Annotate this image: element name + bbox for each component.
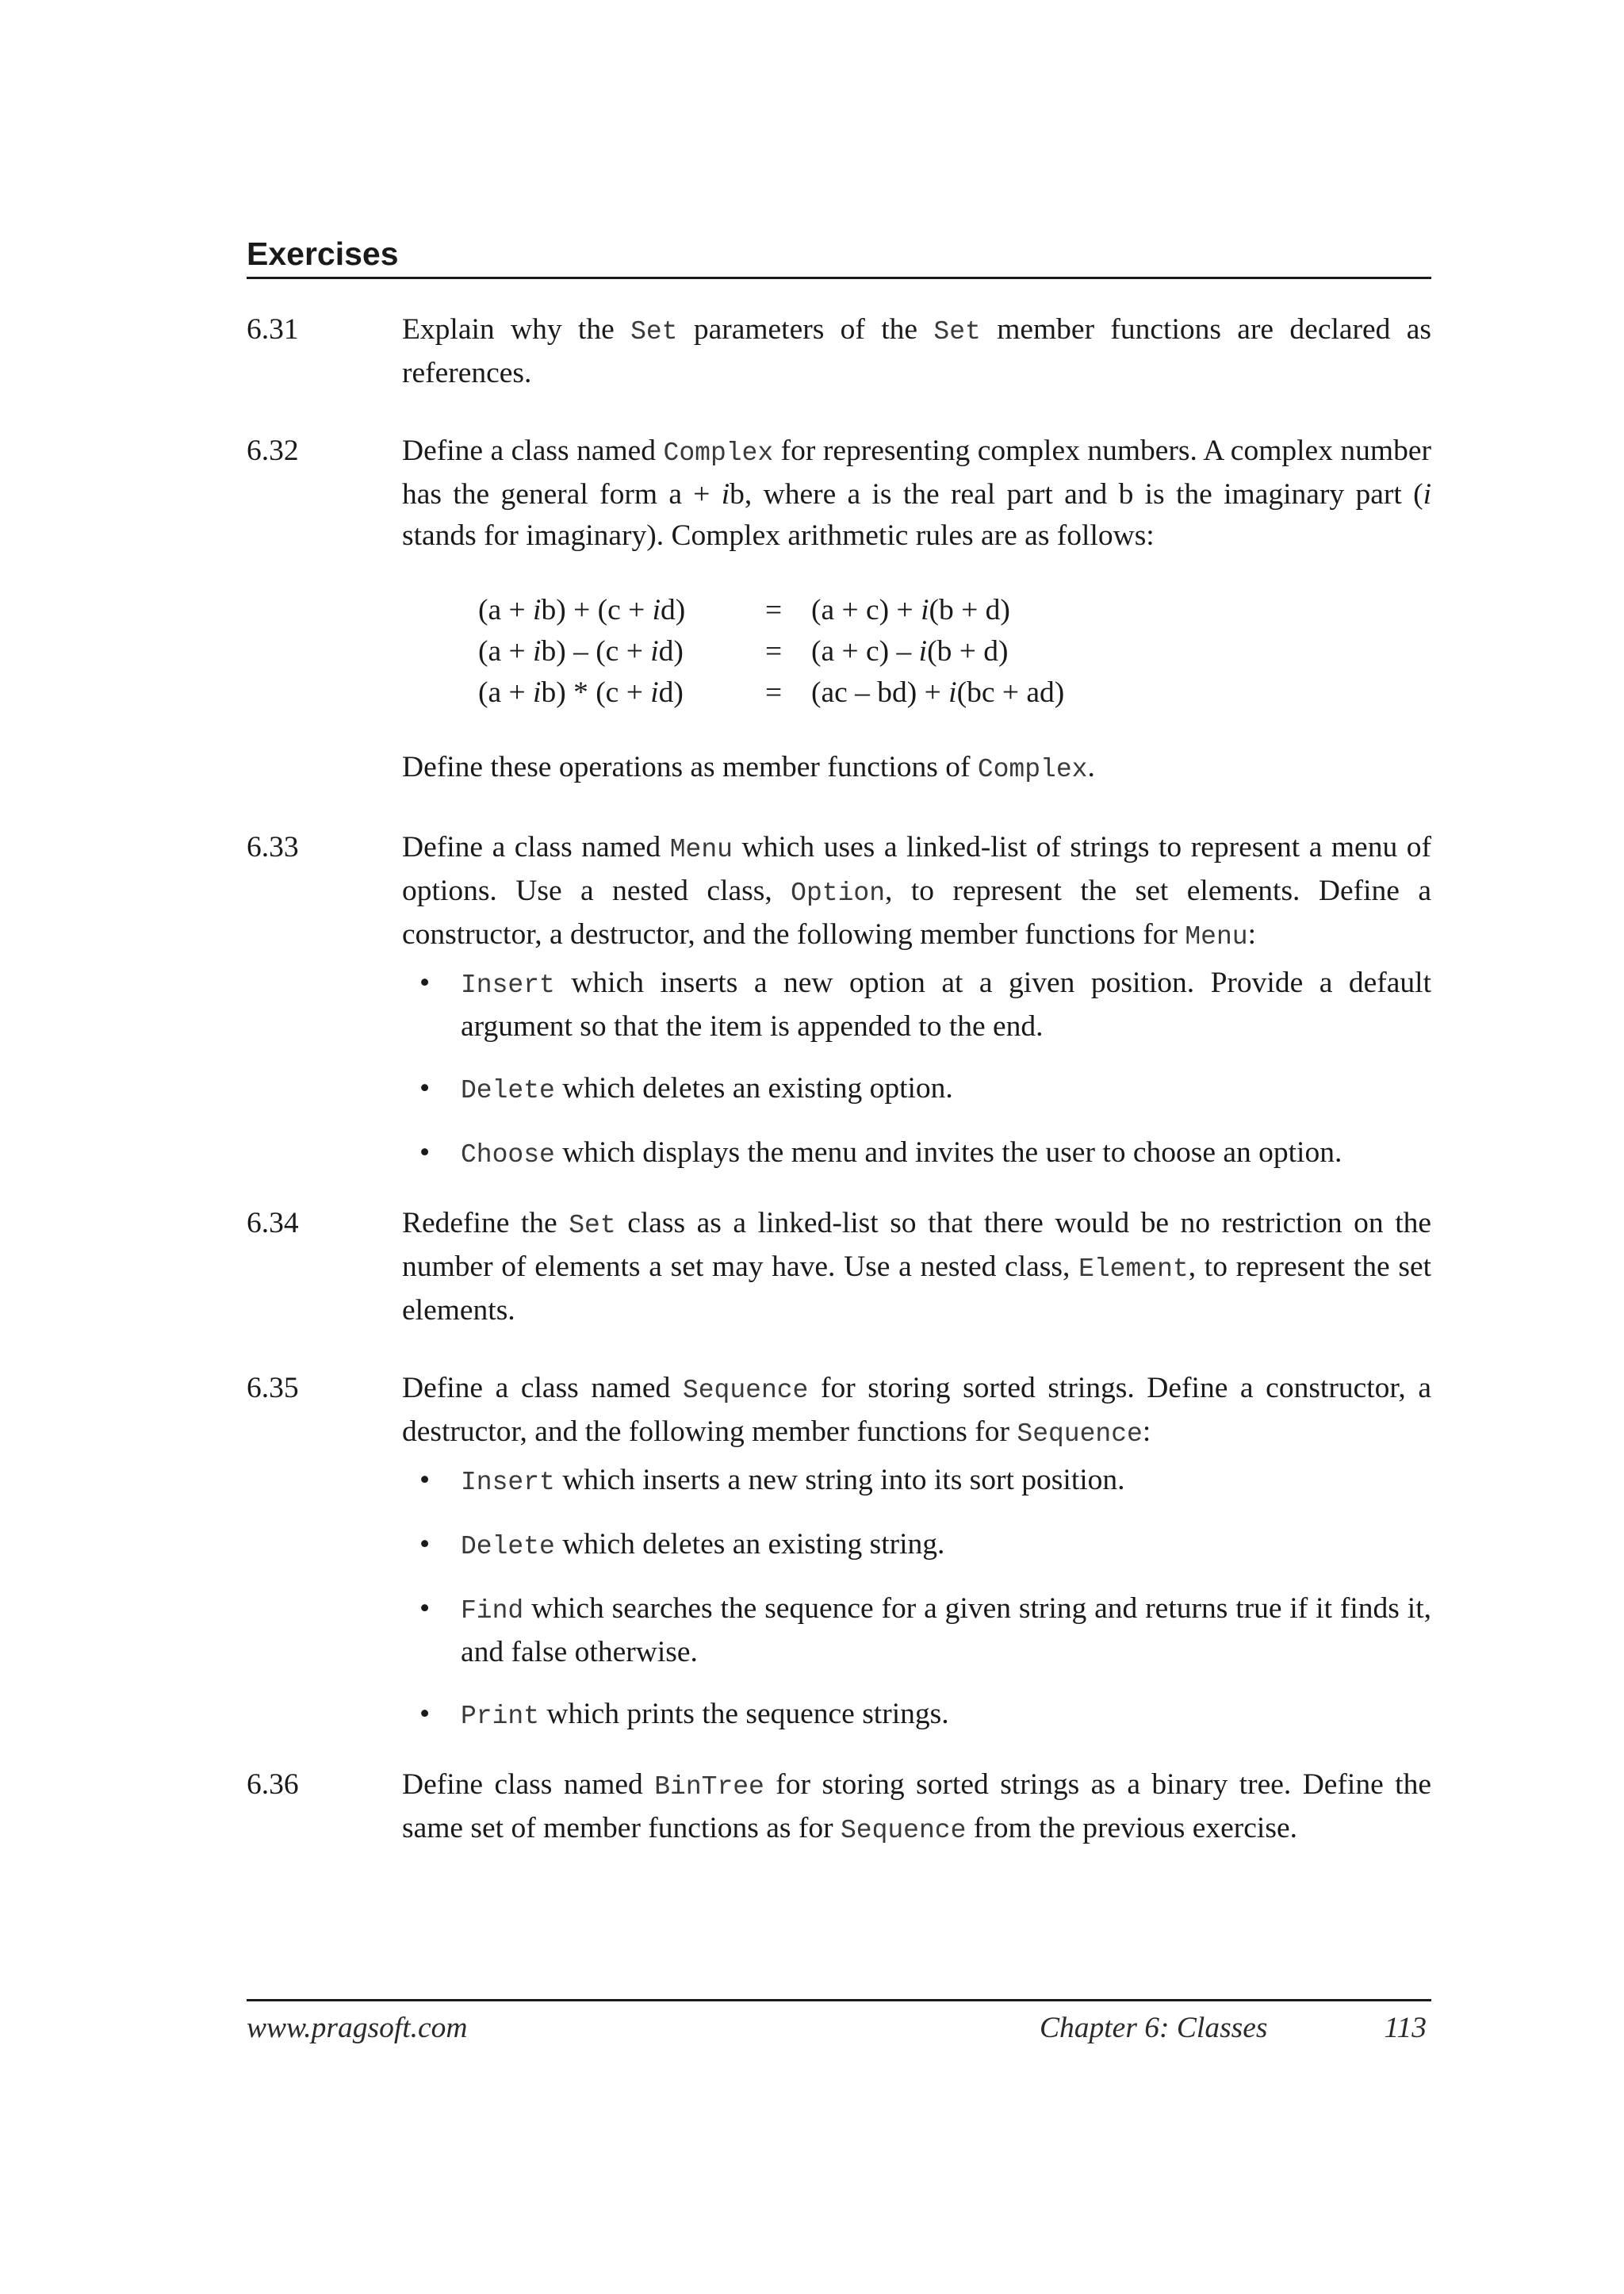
rule-equals: = [765,676,783,709]
list-item: • Print which prints the sequence strings. [402,1694,1431,1737]
exercise-text: Define these operations as member functions of Complex. [402,751,1095,784]
bullet-icon: • [419,1698,431,1730]
rule-lhs: (a + ib) + (c + id) [478,594,686,626]
list-item: • Delete which deletes an existing option. [402,1068,1431,1112]
list-item: • Insert which inserts a new string into its sort position. [402,1460,1431,1503]
page-number: 113 [1384,2012,1427,2044]
section-heading: Exercises [247,238,1431,279]
footer-chapter: Chapter 6: Classes [1040,2012,1268,2044]
exercise-text: Define class named BinTree for storing sorted strings as a binary tree. Define the same set of member functions as for Sequence from the previous exercise. [402,1768,1431,1845]
list-item: • Choose which displays the menu and invites the user to choose an option. [402,1132,1431,1176]
rule-equals: = [765,635,783,668]
exercise-body [402,1203,1431,1331]
bullet-icon: • [419,1072,431,1105]
exercise-6-32 [247,431,1431,791]
list-item: • Find which searches the sequence for a given string and returns true if it finds it, and false otherwise. [402,1588,1431,1673]
exercise-6-33 [247,827,1431,1176]
exercise-number: 6.33 [247,831,299,864]
rule-rhs: (a + c) + i(b + d) [811,594,1010,626]
page-footer [247,1999,1431,2047]
exercise-6-35 [247,1368,1431,1737]
complex-arithmetic-rules [478,590,1431,714]
exercise-number: 6.31 [247,313,299,346]
member-function-list [402,963,1431,1176]
exercise-number: 6.36 [247,1768,299,1801]
exercise-text: Define a class named Sequence for storing sorted strings. Define a constructor, a destructor, and the following member functions for Sequence: [402,1372,1431,1449]
rule-lhs: (a + ib) * (c + id) [478,676,684,709]
list-item: • Delete which deletes an existing string. [402,1524,1431,1568]
bullet-icon: • [419,1136,431,1169]
bullet-icon: • [419,1592,431,1625]
rule-lhs: (a + ib) – (c + id) [478,635,684,668]
list-item: • Insert which inserts a new option at a given position. Provide a default argument so that the item is appended to the end. [402,963,1431,1047]
exercise-text: Redefine the Set class as a linked-list so that there would be no restriction on the number of elements a set may have. Use a nested class, Element, to represent the set elements. [402,1207,1432,1327]
exercise-body [402,431,1431,791]
exercise-6-31 [247,309,1431,394]
exercise-6-36 [247,1764,1431,1852]
footer-website: www.pragsoft.com [247,2012,468,2044]
member-function-list [402,1460,1431,1737]
exercise-number: 6.32 [247,435,299,467]
exercise-body [402,1368,1431,1737]
bullet-icon: • [419,967,431,999]
bullet-icon: • [419,1528,431,1561]
exercise-text: Define a class named Menu which uses a linked-list of strings to represent a menu of options. Use a nested class, Option, to represent the set elements. Define a constructor, a destructor, and the following member functions for Menu: [402,831,1432,952]
exercise-6-34 [247,1203,1431,1331]
rule-rhs: (a + c) – i(b + d) [811,635,1009,668]
bullet-icon: • [419,1464,431,1496]
exercise-body [402,1764,1431,1852]
rule-equals: = [765,594,783,626]
exercise-number: 6.34 [247,1207,299,1239]
exercise-text: Define a class named Complex for representing complex numbers. A complex number has the general form a + ib, where a is the real part and b is the imaginary part (i stands for imaginary). Complex arithmetic rules are as follows: [402,435,1431,552]
page-content [247,238,1431,1852]
rule-rhs: (ac – bd) + i(bc + ad) [811,676,1065,709]
exercise-text: Explain why the Set parameters of the Set member functions are declared as references. [402,313,1431,389]
exercise-body [402,309,1431,394]
exercise-number: 6.35 [247,1372,299,1404]
exercise-body [402,827,1431,1176]
